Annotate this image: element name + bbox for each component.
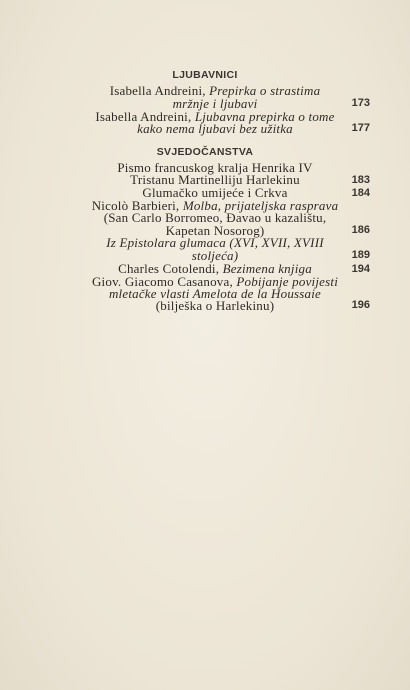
entry-author: Charles Cotolendi, — [118, 261, 223, 276]
toc-entry-line: (San Carlo Borromeo, Đavao u kazalištu, — [103, 210, 327, 225]
entry-author: Isabella Andreini, — [95, 109, 195, 124]
entry-title: Bezimena knjiga — [222, 261, 312, 276]
toc-entry-line: stoljeća) — [191, 248, 239, 263]
toc-entry-line: Kapetan Nosorog) — [165, 223, 265, 238]
entry-title: Molba, prijateljska rasprava — [182, 198, 339, 213]
toc-entry-line: (bilješka o Harlekinu) — [155, 298, 275, 313]
page-number: 186 — [351, 224, 370, 236]
page-number: 194 — [351, 263, 370, 275]
page-number: 196 — [351, 299, 370, 311]
entry-author: Isabella Andreini, — [109, 83, 210, 98]
page-number: 189 — [351, 249, 370, 261]
toc-entry-line: mletačke vlasti Amelota de la Houssaie — [108, 286, 322, 301]
section-heading-svjedocanstva: SVJEDOČANSTVA — [156, 146, 254, 158]
section-heading-ljubavnici: LJUBAVNICI — [172, 69, 238, 81]
toc-entry-line: Glumačko umijeće i Crkva — [142, 185, 288, 200]
toc-entry-line: Tristanu Martinelliju Harlekinu — [130, 172, 300, 187]
page-number: 183 — [351, 174, 370, 186]
entry-title: Prepirka o strastima — [209, 83, 321, 98]
entry-title: Ljubavna prepirka o tome — [194, 109, 335, 124]
page-number: 184 — [351, 187, 370, 199]
entry-author: Giov. Giacomo Casanova, — [91, 274, 237, 289]
page-number: 173 — [351, 97, 370, 109]
entry-title: Pobijanje povijesti — [236, 274, 339, 289]
toc-entry-line: Pismo francuskog kralja Henrika IV — [117, 160, 313, 175]
toc-entry-line: kako nema ljubavi bez užitka — [137, 121, 293, 136]
page-number: 177 — [351, 122, 370, 134]
toc-entry-line: mržnje i ljubavi — [172, 96, 258, 111]
toc-entry-line: Iz Epistolara glumaca (XVI, XVII, XVIII — [106, 235, 324, 250]
entry-author: Nicolò Barbieri, — [91, 198, 183, 213]
